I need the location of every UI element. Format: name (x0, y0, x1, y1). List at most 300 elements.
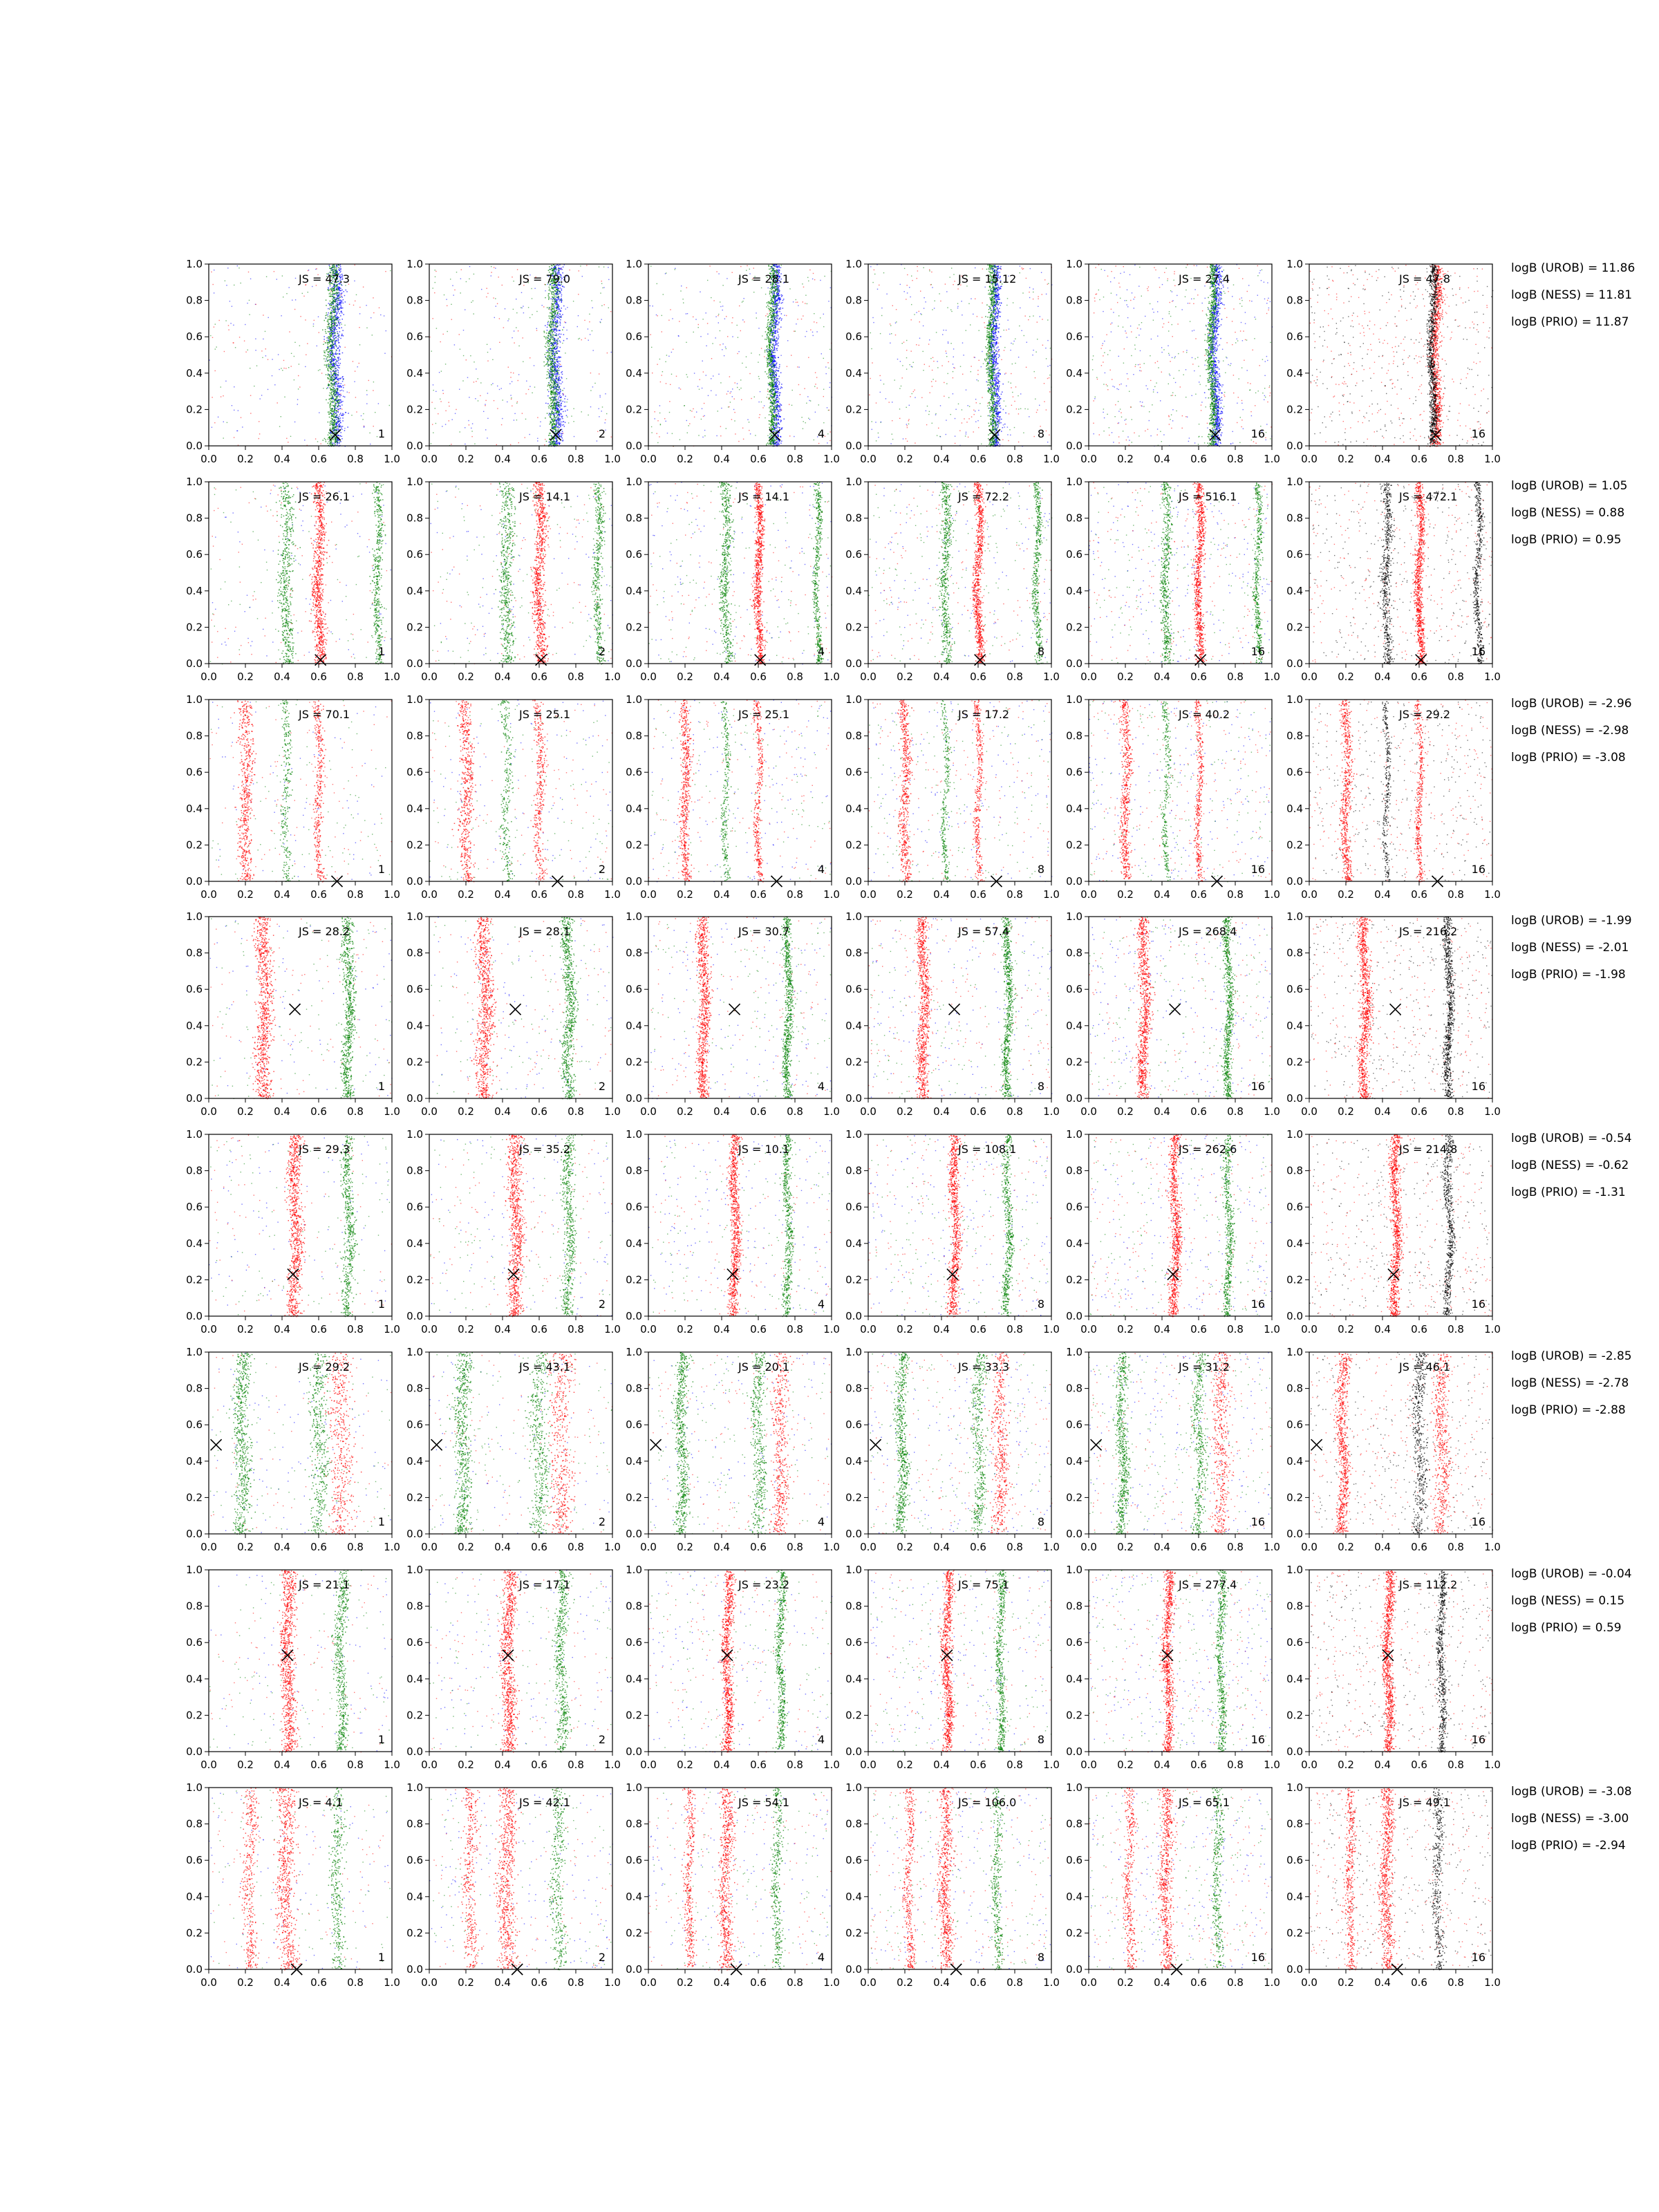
scatter-point (299, 345, 300, 346)
scatter-point (333, 294, 335, 296)
scatter-point (339, 331, 341, 332)
scatter-points (209, 264, 393, 447)
scatter-point (346, 291, 348, 292)
scatter-point (354, 381, 355, 382)
scatter-point (259, 433, 260, 434)
scatter-point (335, 352, 337, 353)
scatter-point (305, 319, 306, 320)
scatter-point (332, 270, 333, 272)
scatter-point (330, 270, 332, 271)
scatter-point (336, 422, 337, 424)
scatter-point (337, 312, 338, 314)
scatter-point (329, 406, 330, 408)
scatter-point (283, 360, 284, 361)
scatter-point (336, 314, 337, 315)
scatter-point (330, 327, 332, 328)
scatter-point (328, 290, 330, 292)
scatter-point (333, 288, 335, 290)
scatter-point (337, 423, 339, 424)
scatter-point (345, 347, 346, 348)
scatter-point (339, 394, 341, 395)
scatter-point (330, 422, 331, 423)
scatter-point (327, 321, 328, 322)
scatter-point (330, 382, 332, 384)
scatter-point (326, 350, 327, 352)
scatter-point (346, 290, 347, 291)
scatter-point (359, 344, 360, 345)
scatter-point (328, 315, 329, 316)
scatter-point (339, 313, 341, 315)
scatter-point (337, 357, 339, 359)
x-tick-label: 1.0 (604, 453, 621, 465)
y-tick-label: 0.0 (406, 440, 423, 452)
scatter-point (337, 390, 339, 391)
scatter-point (327, 326, 328, 328)
scatter-point (335, 366, 336, 368)
scatter-point (340, 303, 341, 304)
scatter-point (337, 341, 339, 342)
scatter-point (328, 344, 329, 346)
scatter-point (330, 377, 331, 378)
scatter-point (315, 269, 316, 270)
scatter-point (366, 394, 367, 395)
scatter-point (332, 359, 333, 360)
scatter-point (335, 340, 337, 341)
scatter-point (329, 411, 330, 413)
scatter-point (338, 404, 339, 405)
scatter-point (334, 346, 335, 347)
scatter-point (337, 320, 339, 321)
x-tick-label: 0.6 (531, 453, 547, 465)
scatter-point (332, 265, 333, 267)
scatter-point (298, 388, 299, 389)
scatter-point (347, 427, 348, 428)
scatter-point (212, 337, 213, 338)
scatter-point (261, 350, 262, 351)
scatter-point (353, 305, 354, 306)
y-tick-label: 1.0 (186, 258, 203, 270)
scatter-point (337, 403, 338, 404)
scatter-point (332, 397, 334, 398)
scatter-point (341, 438, 343, 440)
scatter-point (260, 398, 261, 399)
y-tick-label: 0.2 (186, 403, 203, 415)
scatter-point (337, 361, 339, 362)
scatter-point (235, 347, 236, 348)
scatter-point (334, 270, 335, 272)
scatter-point (334, 385, 335, 386)
scatter-point (341, 415, 342, 416)
scatter-point (316, 268, 317, 269)
scatter-point (324, 320, 326, 321)
scatter-point (335, 416, 336, 418)
scatter-point (290, 436, 291, 437)
scatter-point (329, 265, 330, 266)
scatter-point (343, 387, 344, 388)
scatter-point (338, 311, 339, 312)
scatter-point (328, 321, 329, 323)
scatter-point (344, 428, 345, 429)
scatter-point (282, 370, 283, 371)
scatter-point (333, 317, 335, 319)
scatter-point (340, 338, 341, 339)
scatter-point (332, 330, 333, 332)
scatter-point (339, 290, 340, 292)
x-tick-label: 0.2 (458, 453, 474, 465)
scatter-point (318, 370, 319, 371)
scatter-point (335, 362, 337, 363)
scatter-point (328, 435, 329, 436)
y-tick-label: 0.4 (406, 367, 423, 379)
scatter-point (336, 297, 337, 299)
scatter-point (334, 384, 335, 386)
x-tick-label: 0.0 (200, 453, 217, 465)
scatter-point (344, 414, 345, 415)
scatter-point (330, 292, 331, 294)
scatter-point (337, 369, 338, 371)
scatter-point (294, 309, 295, 310)
scatter-point (339, 409, 341, 410)
scatter-point (335, 343, 336, 344)
scatter-point (389, 405, 390, 406)
scatter-point (341, 386, 342, 388)
scatter-point (332, 442, 333, 444)
scatter-point (336, 303, 337, 304)
scatter-point (325, 355, 326, 357)
scatter-point (339, 268, 340, 270)
scatter-point (339, 337, 340, 338)
scatter-point (337, 332, 338, 334)
scatter-point (333, 359, 335, 360)
scatter-point (344, 430, 346, 431)
scatter-panel (186, 258, 400, 465)
scatter-point (335, 337, 337, 338)
scatter-point (334, 348, 335, 350)
scatter-point (265, 348, 266, 349)
scatter-point (337, 360, 338, 362)
scatter-point (337, 316, 339, 317)
scatter-point (341, 290, 342, 292)
y-tick-label: 0.4 (186, 367, 203, 379)
scatter-point (390, 270, 391, 271)
scatter-point (328, 339, 329, 341)
scatter-point (262, 357, 263, 358)
scatter-point (332, 323, 334, 324)
scatter-point (339, 427, 341, 428)
scatter-point (330, 348, 332, 349)
panel-count-label: 2 (599, 427, 606, 440)
scatter-point (335, 377, 336, 379)
scatter-point (342, 353, 344, 354)
scatter-point (333, 443, 335, 444)
scatter-point (328, 368, 329, 370)
scatter-point (339, 396, 341, 397)
scatter-point (338, 372, 339, 373)
scatter-point (249, 300, 250, 301)
scatter-point (334, 427, 335, 428)
scatter-point (326, 441, 327, 442)
scatter-point (336, 400, 337, 402)
scatter-point (335, 359, 337, 360)
scatter-point (341, 327, 342, 328)
scatter-point (341, 311, 342, 312)
scatter-point (341, 301, 343, 302)
scatter-point (378, 403, 379, 404)
scatter-point (339, 441, 340, 442)
scatter-point (337, 383, 338, 384)
scatter-point (341, 427, 342, 429)
scatter-point (341, 404, 343, 406)
scatter-point (337, 438, 338, 440)
scatter-point (330, 390, 332, 391)
scatter-point (330, 401, 331, 402)
scatter-point (225, 320, 226, 321)
scatter-point (307, 343, 308, 344)
scatter-point (361, 415, 362, 416)
scatter-point (336, 315, 337, 317)
scatter-point (346, 412, 347, 413)
y-tick-label: 0.2 (406, 403, 423, 415)
scatter-point (335, 306, 336, 308)
scatter-point (339, 443, 340, 444)
scatter-point (334, 341, 335, 342)
scatter-point (338, 411, 339, 413)
scatter-point (339, 386, 341, 388)
scatter-point (341, 390, 343, 391)
scatter-point (385, 271, 386, 272)
y-tick-label: 1.0 (406, 258, 423, 270)
scatter-point (341, 293, 342, 294)
scatter-point (338, 378, 339, 379)
scatter-point (373, 312, 374, 313)
scatter-point (333, 360, 335, 362)
scatter-point (214, 422, 215, 423)
scatter-point (339, 416, 340, 418)
scatter-point (319, 369, 320, 370)
scatter-point (330, 361, 332, 362)
scatter-point (341, 306, 342, 308)
scatter-point (338, 422, 339, 423)
scatter-point (289, 287, 290, 288)
scatter-point (339, 302, 340, 303)
scatter-point (356, 294, 357, 295)
scatter-point (332, 405, 333, 406)
scatter-point (340, 305, 341, 306)
scatter-point (334, 331, 335, 332)
scatter-point (340, 359, 341, 360)
scatter-point (332, 402, 334, 404)
scatter-point (333, 379, 335, 381)
scatter-point (336, 329, 337, 330)
scatter-point (340, 346, 341, 348)
scatter-point (336, 377, 337, 378)
scatter-point (225, 381, 226, 382)
scatter-point (329, 433, 330, 434)
scatter-point (328, 312, 329, 314)
scatter-point (328, 303, 330, 304)
scatter-point (341, 290, 343, 291)
scatter-point (339, 324, 341, 326)
scatter-point (300, 316, 301, 317)
scatter-point (286, 293, 287, 294)
scatter-point (335, 330, 336, 331)
scatter-point (334, 414, 335, 415)
scatter-point (339, 304, 341, 306)
scatter-point (339, 414, 341, 415)
scatter-point (228, 325, 229, 326)
scatter-point (339, 423, 340, 424)
scatter-point (343, 415, 344, 416)
scatter-point (330, 432, 332, 433)
x-tick-label: 0.4 (494, 453, 511, 465)
scatter-point (331, 377, 332, 378)
scatter-point (330, 285, 331, 287)
scatter-point (340, 301, 341, 303)
scatter-point (337, 301, 338, 302)
scatter-point (336, 412, 337, 413)
scatter-point (328, 355, 330, 357)
scatter-point (333, 327, 335, 328)
x-tick-label: 1.0 (384, 453, 400, 465)
scatter-point (337, 325, 338, 326)
scatter-point (219, 320, 220, 321)
scatter-point (341, 402, 342, 403)
scatter-point (336, 382, 337, 383)
scatter-point (332, 335, 334, 336)
scatter-point (340, 288, 341, 290)
js-label: JS = 47.3 (298, 272, 350, 285)
scatter-point (337, 348, 339, 350)
scatter-point (340, 418, 341, 419)
scatter-point (329, 417, 330, 418)
scatter-point (330, 307, 331, 308)
scatter-point (336, 419, 337, 420)
scatter-point (366, 403, 367, 404)
scatter-point (324, 355, 325, 357)
scatter-point (342, 376, 344, 377)
scatter-point (215, 348, 216, 349)
scatter-point (305, 366, 306, 367)
scatter-point (340, 269, 341, 270)
scatter-point (337, 374, 339, 375)
scatter-point (333, 298, 335, 299)
scatter-point (340, 441, 341, 442)
scatter-point (337, 377, 338, 379)
scatter-point (328, 326, 330, 328)
scatter-point (339, 350, 341, 351)
scatter-point (338, 424, 339, 426)
scatter-point (341, 432, 342, 433)
scatter-point (333, 363, 335, 364)
scatter-point (343, 396, 344, 397)
scatter-point (339, 357, 340, 358)
js-label: JS = 79.0 (518, 272, 570, 285)
panel-count-label: 1 (378, 427, 385, 440)
scatter-point (341, 429, 343, 431)
scatter-point (341, 335, 343, 336)
scatter-point (337, 429, 339, 431)
scatter-point (342, 308, 344, 309)
scatter-point (330, 402, 331, 404)
scatter-point (339, 294, 341, 296)
scatter-point (213, 284, 214, 285)
scatter-point (340, 266, 341, 268)
scatter-point (330, 362, 332, 363)
scatter-point (333, 332, 335, 334)
scatter-point (337, 393, 338, 395)
scatter-point (335, 368, 337, 369)
scatter-point (210, 335, 211, 336)
scatter-point (299, 386, 300, 387)
scatter-point (348, 413, 349, 414)
scatter-point (341, 426, 342, 427)
scatter-point (344, 295, 346, 297)
y-tick-label: 0.8 (406, 294, 423, 307)
scatter-point (335, 341, 337, 343)
scatter-point (291, 353, 292, 354)
scatter-point (340, 322, 341, 324)
scatter-point (328, 402, 329, 404)
scatter-point (216, 346, 217, 347)
x-tick-label: 0.4 (274, 453, 290, 465)
scatter-point (337, 286, 339, 288)
scatter-point (343, 291, 344, 292)
scatter-point (334, 366, 335, 368)
y-tick-label: 0.6 (406, 330, 423, 343)
scatter-point (332, 288, 333, 290)
scatter-point (328, 316, 329, 317)
scatter-point (344, 384, 345, 385)
scatter-point (266, 276, 267, 277)
scatter-point (334, 395, 335, 397)
scatter-point (338, 288, 339, 290)
scatter-point (334, 410, 335, 411)
scatter-point (334, 336, 335, 337)
scatter-point (339, 367, 340, 368)
scatter-point (342, 401, 344, 402)
scatter-point (337, 409, 339, 410)
scatter-point (326, 299, 327, 301)
scatter-point (339, 350, 340, 352)
scatter-point (330, 366, 332, 368)
scatter-point (233, 342, 234, 343)
scatter-point (294, 342, 295, 343)
scatter-point (339, 327, 340, 328)
scatter-point (288, 367, 289, 368)
scatter-point (339, 270, 340, 271)
scatter-point (339, 406, 341, 407)
scatter-point (324, 336, 325, 337)
scatter-point (342, 420, 344, 422)
scatter-point (330, 291, 331, 292)
scatter-point (331, 373, 332, 375)
scatter-point (336, 346, 337, 348)
scatter-point (335, 327, 336, 328)
scatter-point (336, 323, 337, 324)
scatter-point (332, 355, 334, 357)
scatter-point (328, 331, 329, 332)
scatter-point (338, 383, 339, 384)
scatter-point (339, 420, 341, 421)
scatter-point (384, 353, 385, 354)
scatter-point (333, 325, 335, 326)
scatter-point (330, 371, 332, 373)
scatter-point (345, 301, 346, 303)
scatter-point (335, 417, 336, 418)
scatter-point (327, 347, 328, 348)
scatter-point (327, 387, 328, 388)
scatter-point (336, 288, 337, 290)
